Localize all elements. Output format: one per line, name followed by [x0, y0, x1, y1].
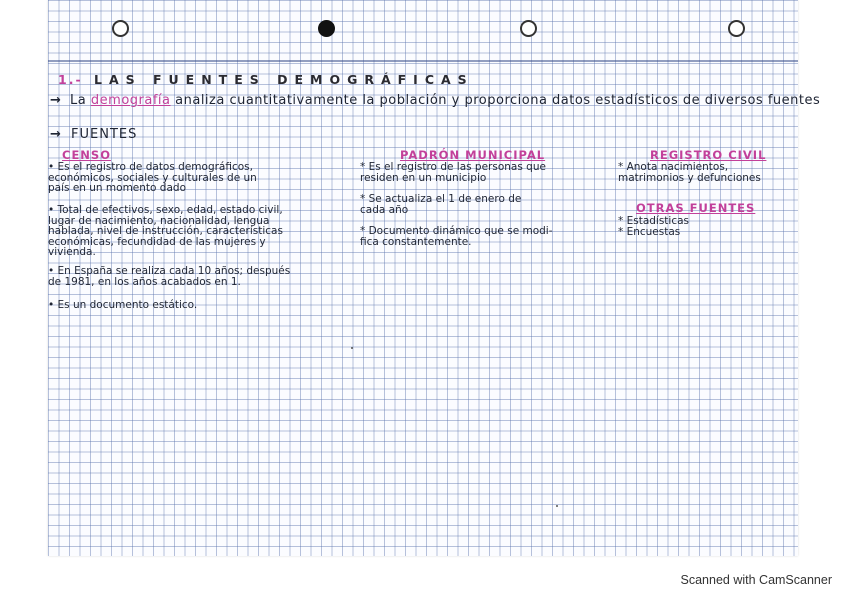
censo-note-3 [48, 266, 290, 287]
padron-note-3 [360, 226, 553, 247]
otras-note-2-text: Encuestas [626, 226, 681, 238]
title-text: LAS FUENTES DEMOGRÁFICAS [94, 72, 474, 87]
otras-note-1-text: Estadísticas [626, 215, 690, 227]
padron-note-3-text: Documento dinámico que se modi- fica constantemente. [360, 225, 553, 248]
otras-heading: OTRAS FUENTES [636, 201, 756, 215]
padron-note-2 [360, 194, 521, 215]
notebook-page [48, 0, 821, 556]
scanner-watermark: Scanned with CamScanner [680, 573, 832, 587]
arrow-icon: → [50, 93, 62, 108]
intro-line [50, 94, 820, 108]
star-icon: * [618, 161, 627, 173]
star-icon: * [360, 225, 369, 237]
registro-note-1 [618, 162, 761, 183]
binder-hole-icon [728, 20, 745, 37]
intro-prefix: La [70, 93, 87, 108]
bullet-icon: • [48, 265, 58, 277]
censo-note-4 [48, 300, 197, 311]
intro-highlight: demografía [90, 93, 171, 108]
padron-heading: PADRÓN MUNICIPAL [400, 148, 546, 162]
fuentes-label: FUENTES [71, 127, 138, 142]
arrow-icon: → [50, 127, 62, 142]
censo-note-1 [48, 162, 257, 194]
star-icon: * [618, 226, 627, 238]
pencil-dot [556, 505, 558, 507]
otras-note-1 [618, 216, 689, 227]
bullet-icon: • [48, 161, 58, 173]
bullet-icon: • [48, 204, 58, 216]
censo-heading: CENSO [62, 148, 111, 162]
padron-note-2-text: Se actualiza el 1 de enero de cada año [360, 193, 522, 216]
title-number: 1.- [58, 72, 83, 87]
censo-note-1-text: Es el registro de datos demográficos, económicos, sociales y culturales de un país en un momento dado [48, 161, 257, 195]
star-icon: * [360, 161, 369, 173]
registro-note-1-text: Anota nacimientos, matrimonios y defunciones [618, 161, 761, 184]
binder-hole-icon [112, 20, 129, 37]
censo-note-4-text: Es un documento estático. [57, 299, 198, 311]
binder-hole-icon [520, 20, 537, 37]
star-icon: * [618, 215, 627, 227]
censo-note-2 [48, 205, 283, 258]
intro-rest: analiza cuantitativamente la población y proporciona datos estadísticos de diversos fuentes [175, 93, 821, 108]
bullet-icon: • [48, 299, 58, 311]
registro-heading: REGISTRO CIVIL [650, 148, 767, 162]
censo-note-3-text: En España se realiza cada 10 años; después de 1981, en los años acabados en 1. [48, 265, 291, 288]
header-rule [48, 60, 798, 62]
binder-hole-icon [318, 20, 335, 37]
padron-note-1-text: Es el registro de las personas que residen en un municipio [360, 161, 546, 184]
otras-note-2 [618, 227, 680, 238]
pencil-dot [351, 347, 353, 349]
padron-note-1 [360, 162, 546, 183]
page-title [58, 73, 474, 86]
censo-note-2-text: Total de efectivos, sexo, edad, estado civil, lugar de nacimiento, nacionalidad, lengua hablada, nivel de instrucción, características económicas, fecundidad de las mujeres y vivienda. [48, 204, 283, 259]
fuentes-heading [50, 128, 137, 142]
star-icon: * [360, 193, 369, 205]
